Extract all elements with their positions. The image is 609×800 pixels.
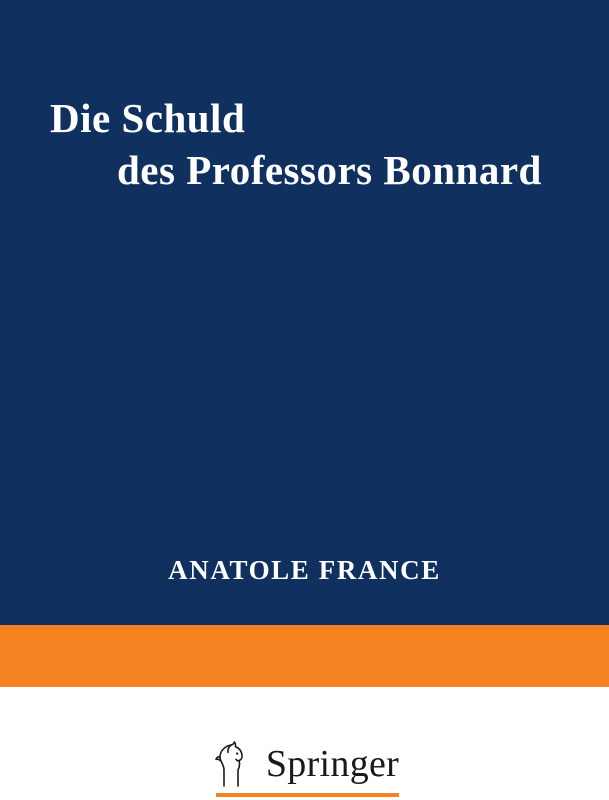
springer-horse-logo-icon <box>210 740 254 788</box>
book-author: ANATOLE FRANCE <box>168 555 441 585</box>
book-title-line-1: Die Schuld <box>50 95 246 141</box>
book-title-line-2: des Professors Bonnard <box>117 147 542 194</box>
publisher-name: Springer <box>265 743 400 785</box>
publisher-underline <box>216 793 399 797</box>
book-title <box>0 92 609 197</box>
publisher-block <box>0 740 609 788</box>
cover-orange-band <box>0 625 609 687</box>
